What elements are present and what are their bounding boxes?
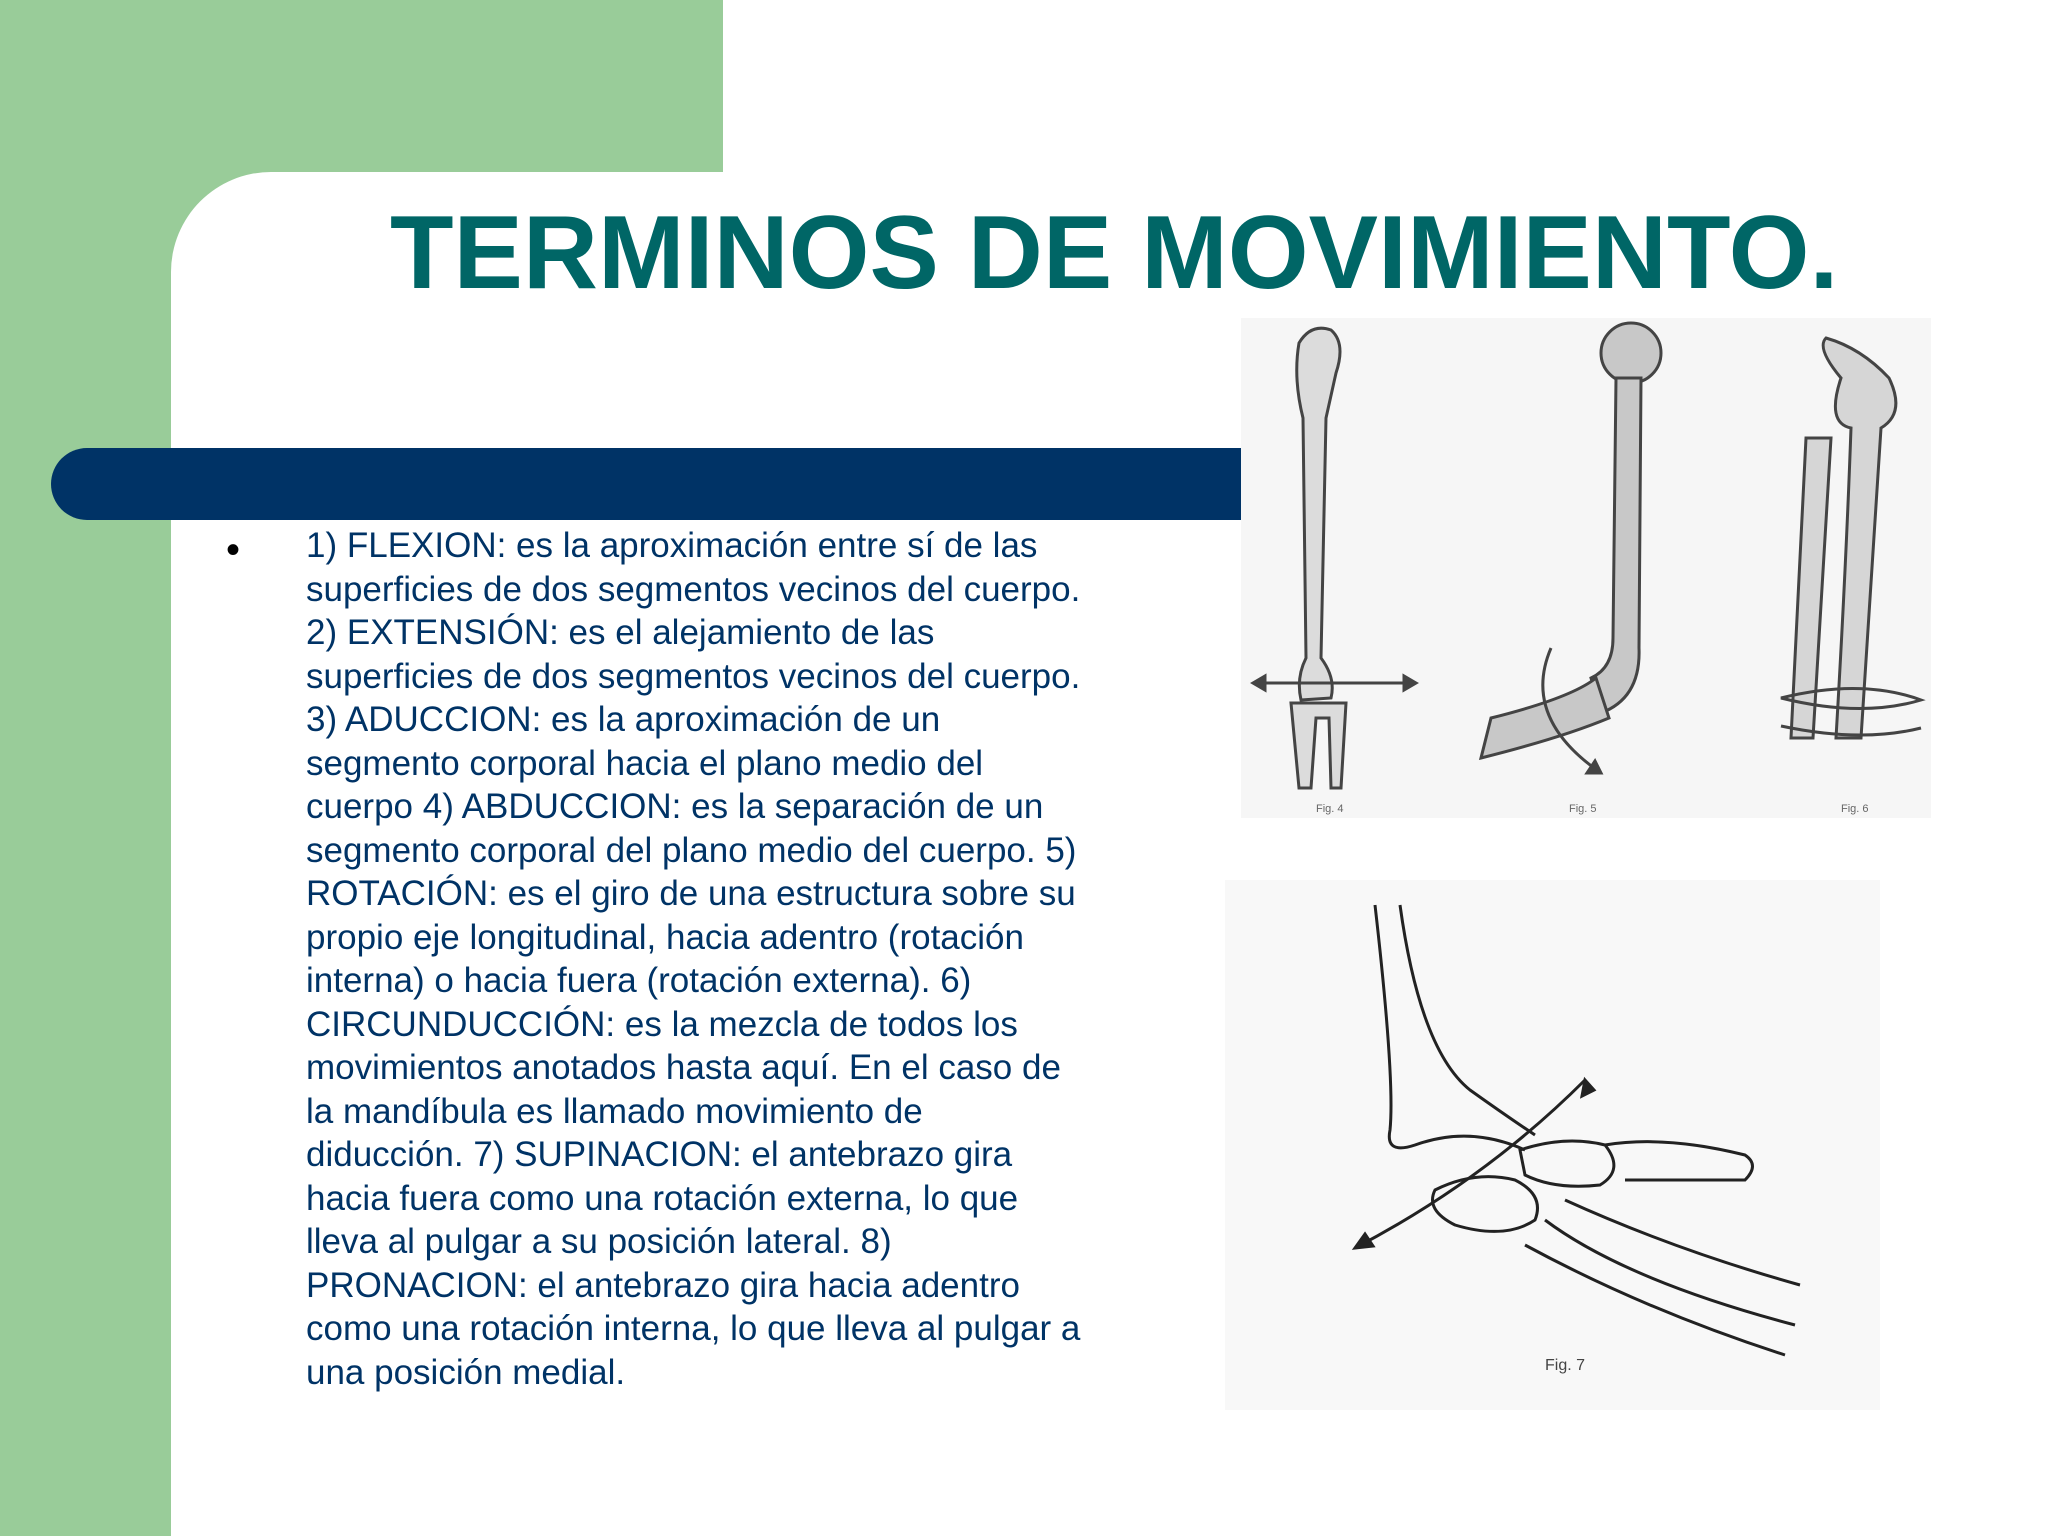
fig5-label: Fig. 5 [1569,803,1597,815]
arm-bones-illustration [1241,318,1931,818]
figure-arm-bones-top [1241,318,1931,818]
fig4-label: Fig. 4 [1316,803,1344,815]
figure-wrist-bottom [1225,880,1880,1410]
movement-terms-text: 1) FLEXION: es la aproximación entre sí de las superficies de dos segmentos vecinos del cuerpo. 2) EXTENSIÓN: es el alejamiento de las superficies de dos segmentos vecinos del cuerpo. 3) ADUCCION: es la aproximación de un segmento corporal hacia el plano medio del cuerpo 4) ABDUCCION: es la separación de un segmento corporal del plano medio del cuerpo. 5) ROTACIÓN: es el giro de una estructura sobre su propio eje longitudinal, hacia adentro (rotación interna) o hacia fuera (rotación externa). 6) CIRCUNDUCCIÓN: es la mezcla de todos los movimientos anotados hasta aquí. En el caso de la mandíbula es llamado movimiento de diducción. 7) SUPINACION: el antebrazo gira hacia fuera como una rotación externa, lo que lleva al pulgar a su posición lateral. 8) PRONACION: el antebrazo gira hacia adentro como una rotación interna, lo que lleva al pulgar a una posición medial. [306,526,1081,1392]
fig6-drawing [1781,338,1921,738]
title-divider-bar [51,448,1241,520]
wrist-drawing [1355,905,1800,1355]
fig7-label: Fig. 7 [1545,1357,1586,1374]
fig6-label: Fig. 6 [1841,803,1869,815]
bullet-marker: • [226,528,241,572]
wrist-illustration [1225,880,1880,1410]
slide-title: TERMINOS DE MOVIMIENTO. [390,195,1839,311]
fig4-drawing [1253,328,1416,788]
fig5-drawing [1481,323,1661,773]
